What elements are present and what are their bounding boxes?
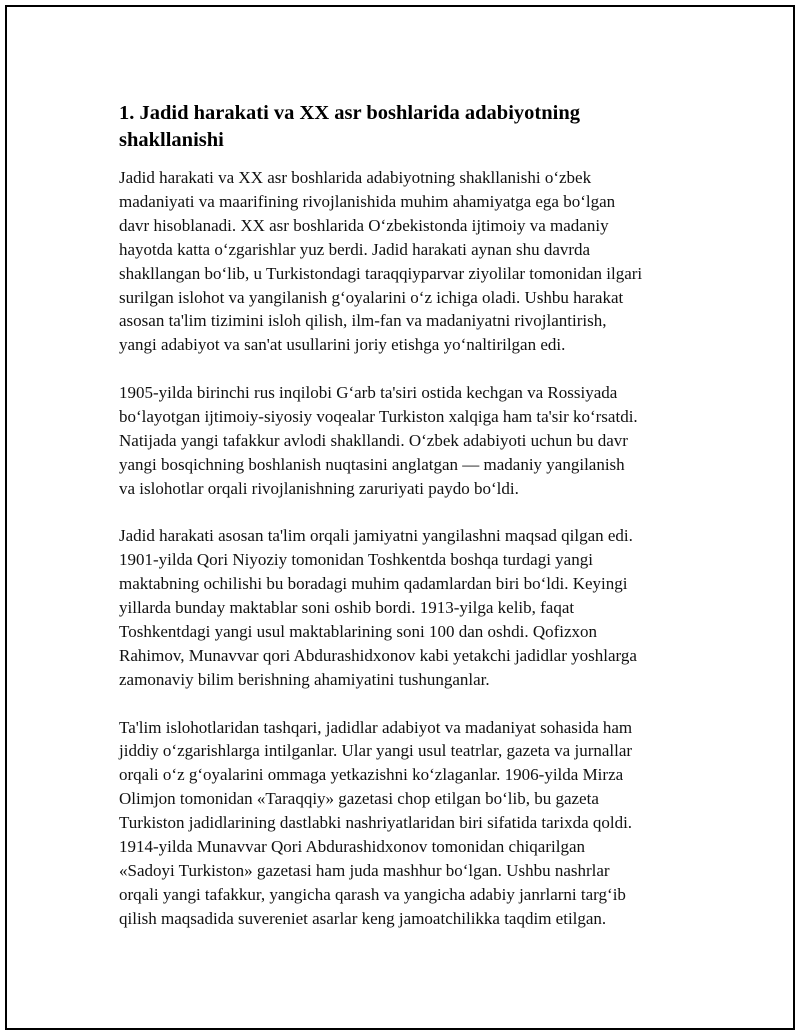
section-title: 1. Jadid harakati va XX asr boshlarida adabiyotning shakllanishi: [119, 102, 580, 151]
paragraph-1: Jadid harakati va XX asr boshlarida adabiyotning shakllanishi o‘zbek madaniyati va maarifining rivojlanishida muhim ahamiyatga ega bo‘lgan davr hisoblanadi. XX asr boshlarida O‘zbekistonda ijtimoiy va madaniy hayotda katta o‘zgarishlar yuz berdi. Jadid harakati aynan shu davrda shakllangan bo‘lib, u Turkistondagi taraqqiyparvar ziyolilar tomonidan ilgari surilgan islohot va yangilanish g‘oyalarini o‘z ichiga oladi. Ushbu harakat asosan ta'lim tizimini isloh qilish, ilm-fan va madaniyatni rivojlantirish, yangi adabiyot va san'at usullarini joriy etishga yo‘naltirilgan edi.: [119, 168, 643, 355]
paragraph-2: 1905-yilda birinchi rus inqilobi G‘arb ta'siri ostida kechgan va Rossiyada bo‘layotgan ijtimoiy-siyosiy voqealar Turkiston xalqiga ham ta'sir ko‘rsatdi. Natijada yangi tafakkur avlodi shakllandi. O‘zbek adabiyoti uchun bu davr yangi bosqichning boshlanish nuqtasini anglatgan — madaniy yangilanish va islohotlar orqali rivojlanishning zaruriyati paydo bo‘ldi.: [119, 383, 638, 498]
page-frame: [5, 5, 795, 1030]
paragraph-4: Ta'lim islohotlaridan tashqari, jadidlar adabiyot va madaniyat sohasida ham jiddiy o‘zgarishlarga intilganlar. Ular yangi usul teatrlar, gazeta va jurnallar orqali o‘z g‘oyalarini ommaga yetkazishni ko‘zlaganlar. 1906-yilda Mirza Olimjon tomonidan «Taraqqiy» gazetasi chop etilgan bo‘lib, bu gazeta Turkiston jadidlarining dastlabki nashriyatlaridan biri sifatida tarixda qoldi. 1914-yilda Munavvar Qori Abdurashidxonov tomonidan chiqarilgan «Sadoyi Turkiston» gazetasi ham juda mashhur bo‘lgan. Ushbu nashrlar orqali yangi tafakkur, yangicha qarash va yangicha adabiy janrlarni targ‘ib qilish maqsadida suvereniet asarlar keng jamoatchilikka taqdim etilgan.: [119, 717, 633, 928]
document-body: [119, 100, 699, 954]
paragraph-3: Jadid harakati asosan ta'lim orqali jamiyatni yangilashni maqsad qilgan edi. 1901-yilda Qori Niyoziy tomonidan Toshkentda boshqa turdagi yangi maktabning ochilishi bu boradagi muhim qadamlardan biri bo‘ldi. Keyingi yillarda bunday maktablar soni oshib bordi. 1913-yilga kelib, faqat Toshkentdagi yangi usul maktablarining soni 100 dan oshdi. Qofizxon Rahimov, Munavvar qori Abdurashidxonov kabi yetakchi jadidlar yoshlarga zamonaviy bilim berishning ahamiyatini tushunganlar.: [119, 526, 637, 689]
